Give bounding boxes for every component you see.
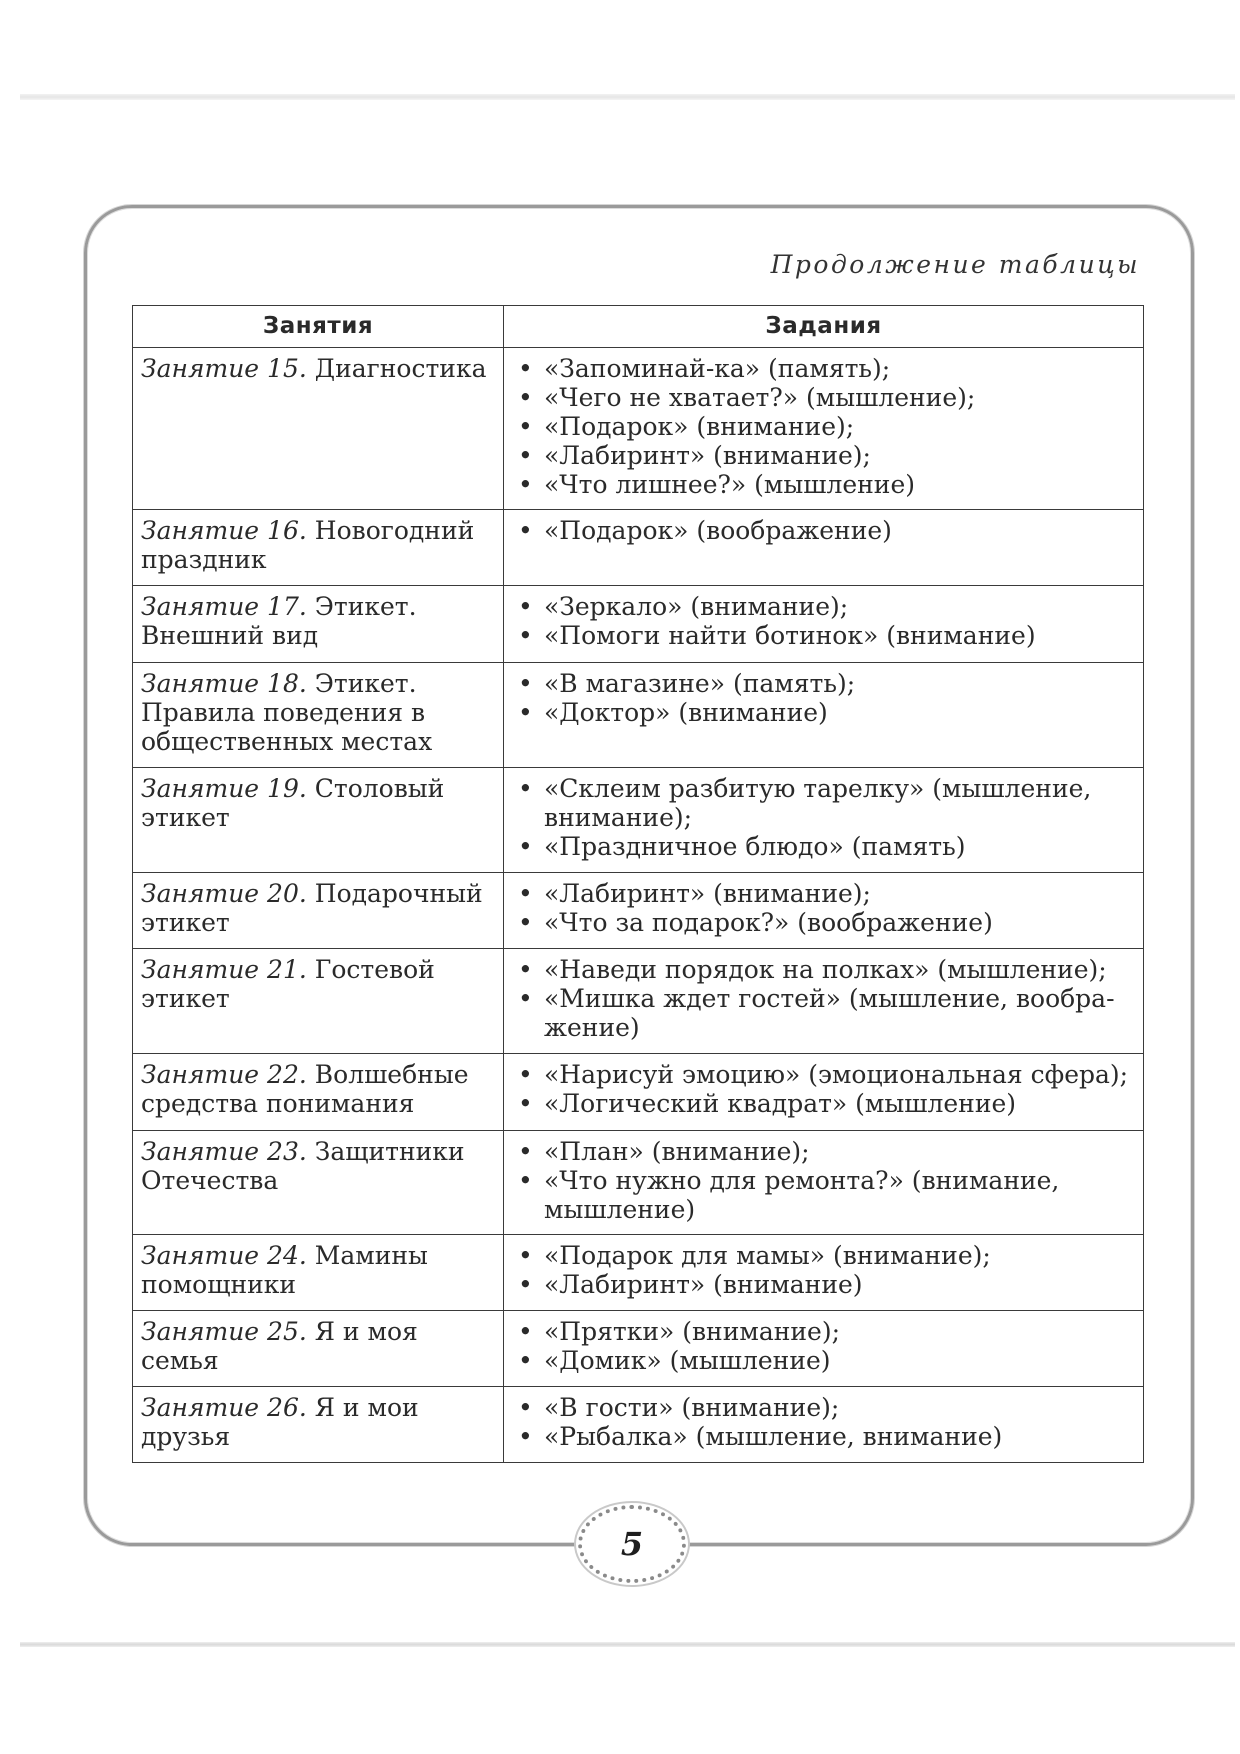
task-item: • «Подарок для мамы» (внимание); (512, 1241, 1135, 1270)
task-item: • «Лабиринт» (внимание); (512, 441, 1135, 470)
tasks-list (512, 1060, 1135, 1118)
tasks-list (512, 516, 1135, 545)
lessons-table (132, 305, 1144, 1463)
table-row (133, 586, 1144, 663)
lesson-title: Диагностика (314, 354, 487, 383)
tasks-cell (504, 1054, 1144, 1131)
task-item: • «Логический квадрат» (мышление) (512, 1089, 1135, 1118)
scan-edge-top (20, 94, 1235, 100)
tasks-cell (504, 1131, 1144, 1235)
lesson-cell (133, 768, 504, 873)
table-header-row (133, 306, 1144, 348)
lesson-cell (133, 586, 504, 663)
lesson-cell (133, 1311, 504, 1387)
task-item: • «План» (внимание); (512, 1137, 1135, 1166)
lesson-title: Новогодний праздник (141, 516, 475, 574)
tasks-list (512, 1393, 1135, 1451)
page-number-badge (578, 1505, 686, 1583)
lesson-cell (133, 1131, 504, 1235)
lesson-cell (133, 1235, 504, 1311)
table-row (133, 873, 1144, 949)
table-row (133, 1054, 1144, 1131)
table-row (133, 348, 1144, 510)
lesson-number: Занятие 15. (141, 354, 307, 383)
tasks-list (512, 955, 1135, 1042)
tasks-cell (504, 348, 1144, 510)
task-item: • «Нарисуй эмоцию» (эмоциональная сфера); (512, 1060, 1135, 1089)
tasks-cell (504, 768, 1144, 873)
task-item: • «Прятки» (внимание); (512, 1317, 1135, 1346)
lesson-number: Занятие 25. (141, 1317, 307, 1346)
table-row (133, 1235, 1144, 1311)
page-number: 5 (620, 1525, 644, 1563)
header-tasks: Задания (504, 306, 1144, 348)
table-row (133, 1311, 1144, 1387)
lesson-number: Занятие 18. (141, 669, 307, 698)
tasks-cell (504, 663, 1144, 768)
tasks-list (512, 1137, 1135, 1224)
tasks-list (512, 774, 1135, 861)
task-item: • «Запоминай-ка» (память); (512, 354, 1135, 383)
tasks-list (512, 592, 1135, 650)
task-item: • «Домик» (мышление) (512, 1346, 1135, 1375)
task-item: • «В магазине» (память); (512, 669, 1135, 698)
tasks-list (512, 1241, 1135, 1299)
lesson-title: Этикет. Правила поведения в общественных местах (141, 669, 433, 756)
lesson-cell (133, 510, 504, 586)
task-item: • «Что нужно для ремонта?» (внимание, мышление) (512, 1166, 1135, 1224)
lesson-number: Занятие 20. (141, 879, 307, 908)
lesson-cell (133, 348, 504, 510)
scan-edge-bottom (20, 1642, 1235, 1647)
task-item: • «Подарок» (внимание); (512, 412, 1135, 441)
lesson-number: Занятие 16. (141, 516, 307, 545)
lesson-title: Столовый этикет (141, 774, 445, 832)
table-row (133, 663, 1144, 768)
task-item: • «Помоги найти ботинок» (внимание) (512, 621, 1135, 650)
tasks-cell (504, 1387, 1144, 1463)
task-item: • «Наведи порядок на полках» (мышление); (512, 955, 1135, 984)
lesson-number: Занятие 26. (141, 1393, 307, 1422)
task-item: • «Подарок» (воображение) (512, 516, 1135, 545)
lesson-title: Я и моя семья (141, 1317, 418, 1375)
table-continuation-label: Продолжение таблицы (770, 250, 1140, 279)
lesson-cell (133, 1054, 504, 1131)
tasks-list (512, 354, 1135, 499)
lesson-number: Занятие 19. (141, 774, 307, 803)
task-item: • «Что лишнее?» (мышление) (512, 470, 1135, 499)
task-item: • «Мишка ждет гостей» (мышление, вообра-жение) (512, 984, 1135, 1042)
lesson-title: Я и мои друзья (141, 1393, 419, 1451)
table-row (133, 510, 1144, 586)
task-item: • «Зеркало» (внимание); (512, 592, 1135, 621)
task-item: • «Доктор» (внимание) (512, 698, 1135, 727)
lesson-title: Волшебные средства понимания (141, 1060, 469, 1118)
tasks-cell (504, 949, 1144, 1054)
tasks-cell (504, 873, 1144, 949)
lesson-title: Защитники Отечества (141, 1137, 465, 1195)
lesson-number: Занятие 21. (141, 955, 307, 984)
table-row (133, 1387, 1144, 1463)
tasks-cell (504, 586, 1144, 663)
task-item: • «Что за подарок?» (воображение) (512, 908, 1135, 937)
lesson-number: Занятие 23. (141, 1137, 307, 1166)
task-item: • «Чего не хватает?» (мышление); (512, 383, 1135, 412)
table-row (133, 1131, 1144, 1235)
task-item: • «Склеим разбитую тарелку» (мышление, внимание); (512, 774, 1135, 832)
task-item: • «Лабиринт» (внимание) (512, 1270, 1135, 1299)
lesson-cell (133, 663, 504, 768)
tasks-cell (504, 1311, 1144, 1387)
task-item: • «Рыбалка» (мышление, внимание) (512, 1422, 1135, 1451)
tasks-cell (504, 510, 1144, 586)
tasks-list (512, 669, 1135, 727)
table-body (133, 348, 1144, 1463)
table-row (133, 768, 1144, 873)
lesson-cell (133, 873, 504, 949)
header-lessons: Занятия (133, 306, 504, 348)
lesson-number: Занятие 17. (141, 592, 307, 621)
table-row (133, 949, 1144, 1054)
task-item: • «Праздничное блюдо» (память) (512, 832, 1135, 861)
tasks-list (512, 1317, 1135, 1375)
task-item: • «Лабиринт» (внимание); (512, 879, 1135, 908)
task-item: • «В гости» (внимание); (512, 1393, 1135, 1422)
lesson-cell (133, 1387, 504, 1463)
lesson-number: Занятие 22. (141, 1060, 307, 1089)
lesson-title: Мамины помощники (141, 1241, 428, 1299)
lesson-cell (133, 949, 504, 1054)
lesson-number: Занятие 24. (141, 1241, 307, 1270)
tasks-list (512, 879, 1135, 937)
lesson-title: Гостевой этикет (141, 955, 435, 1013)
lesson-title: Этикет. Внешний вид (141, 592, 417, 650)
tasks-cell (504, 1235, 1144, 1311)
lesson-title: Подарочный этикет (141, 879, 483, 937)
